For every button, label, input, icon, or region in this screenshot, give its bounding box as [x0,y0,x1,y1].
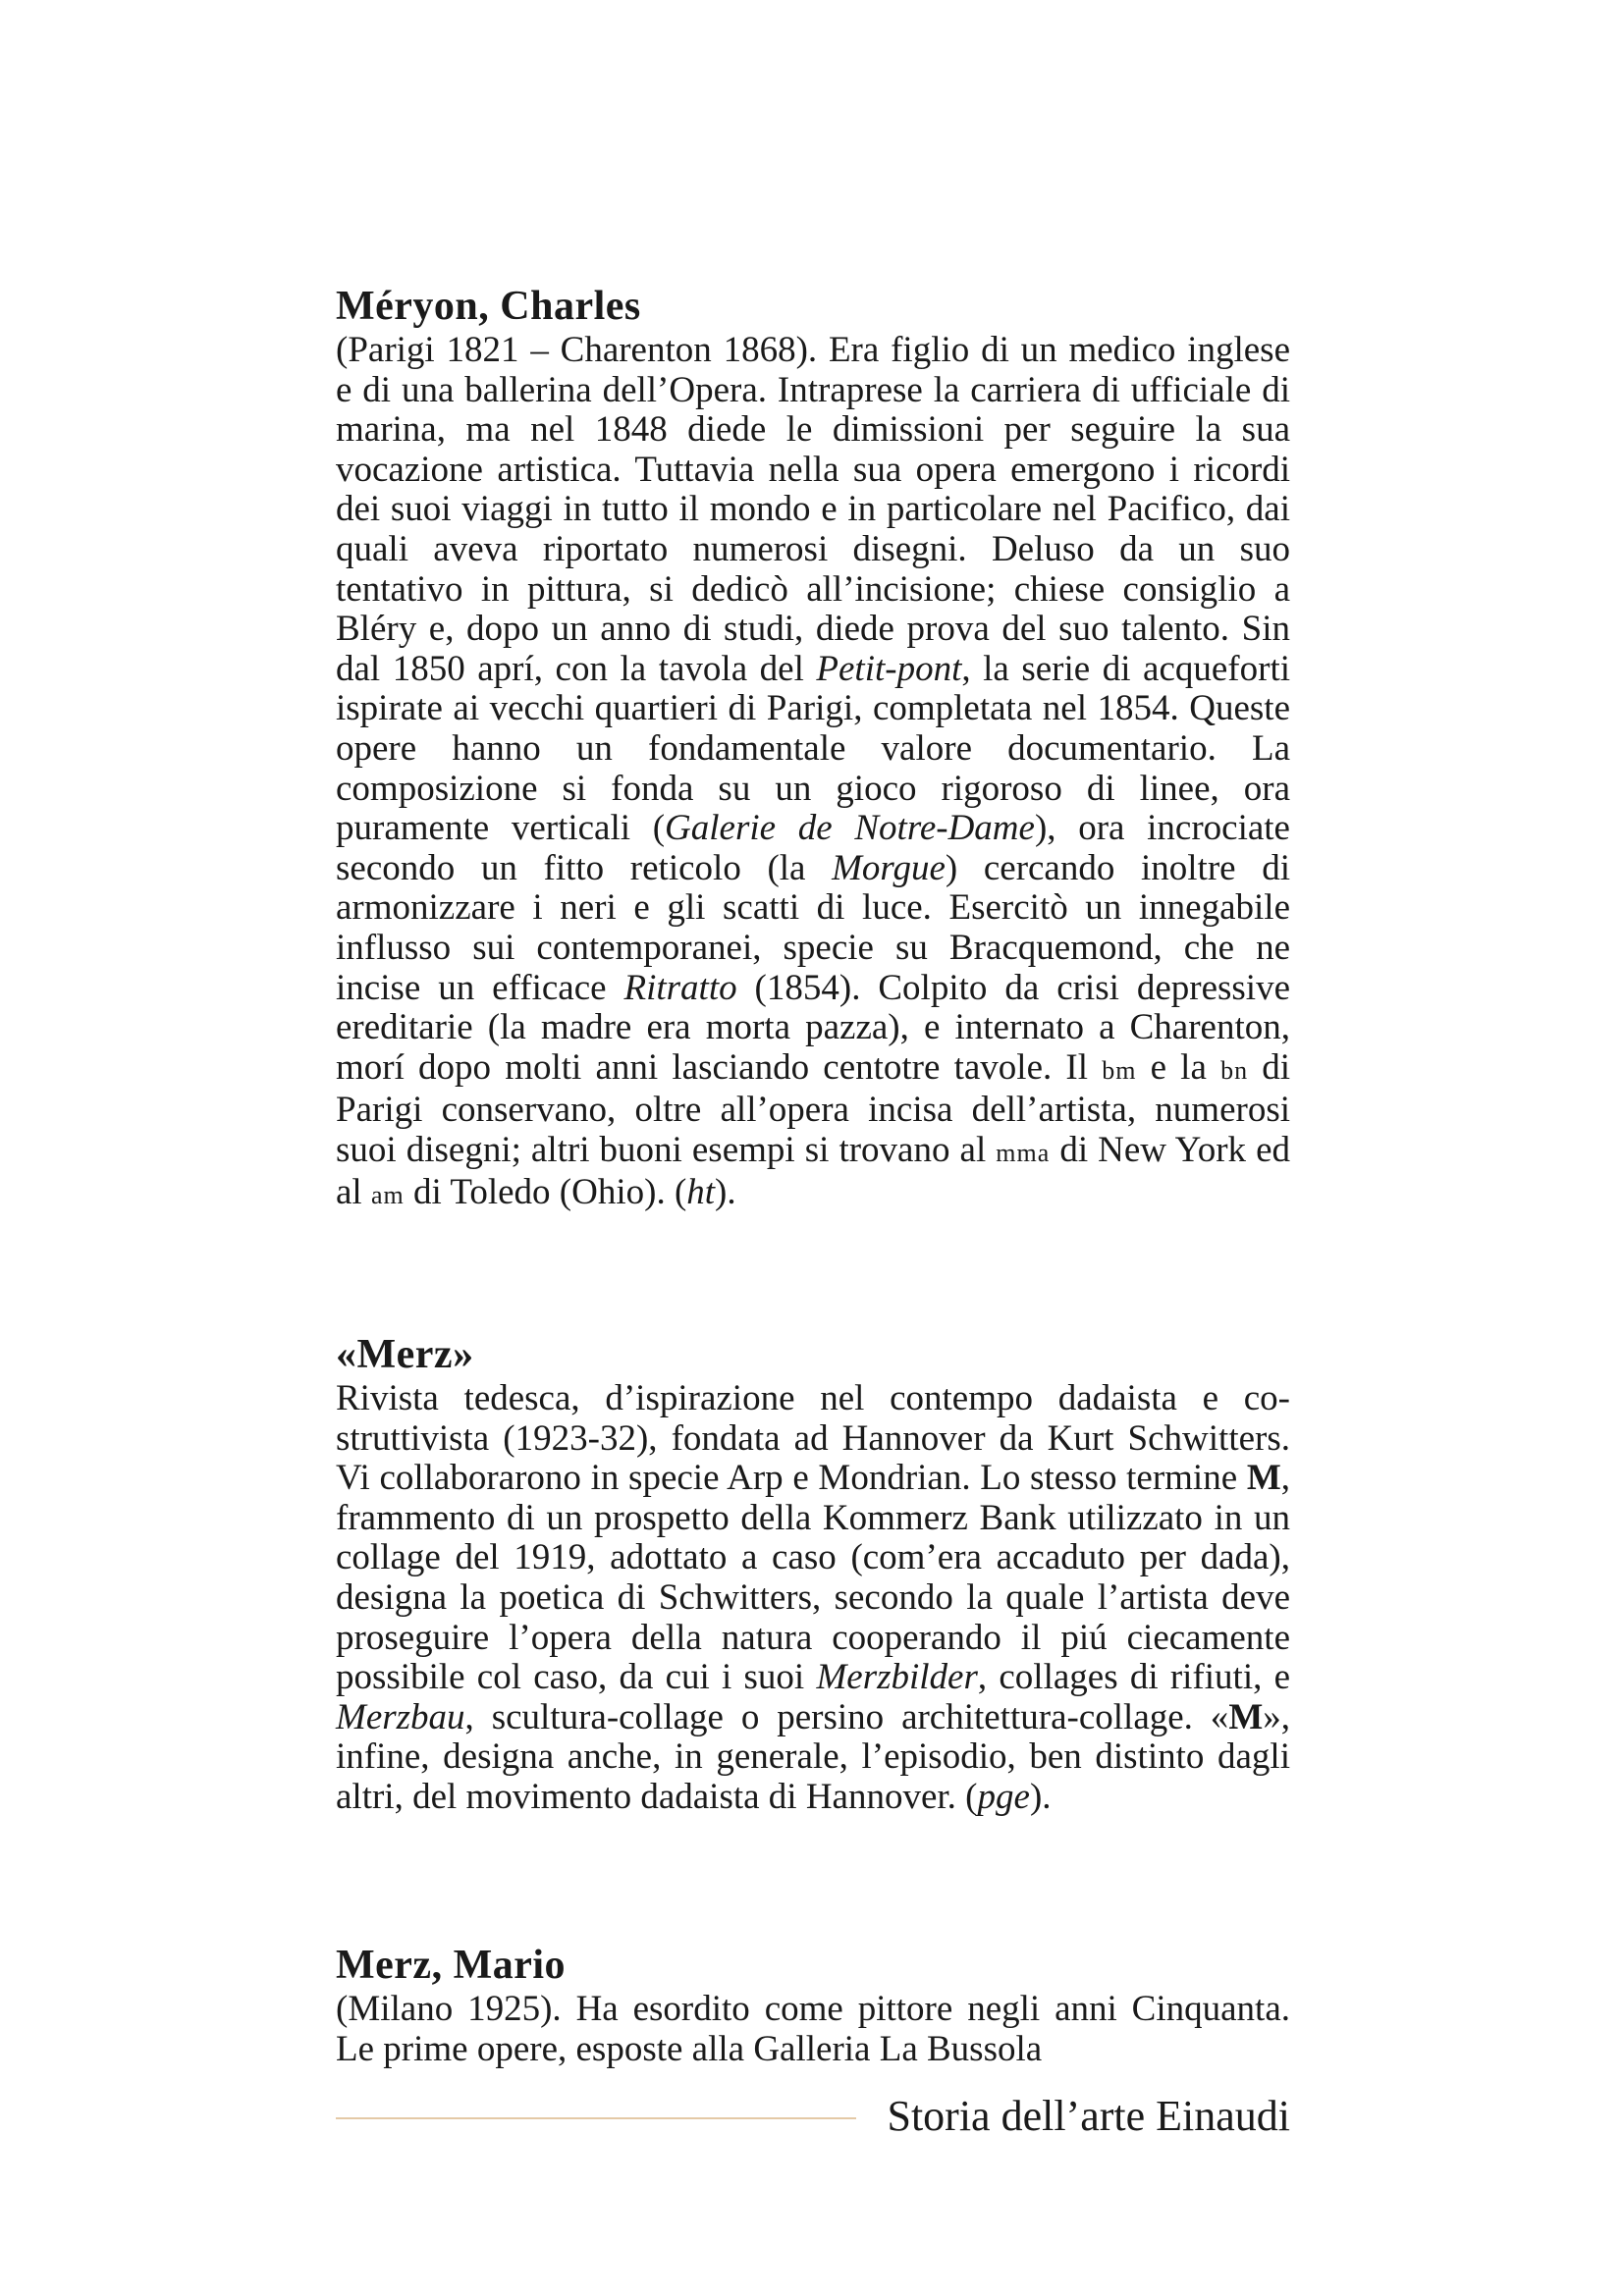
italic-title: Morgue [832,847,946,888]
entry-body: (Parigi 1821 – Charenton 1868). Era figlio di un medico inglese e di una ballerina dell’Opera. Intraprese la carriera di ufficiale di marina, ma nel 1848 diede le dimissioni per seguire la sua vocazione artistica. Tuttavia nella sua opera emergono i ricordi dei suoi viaggi in tutto il mondo e in particolare nel Pacifico, dai quali aveva riportato numerosi disegni. Deluso da un suo tentativo in pittura, si dedicò all’incisione; chiese consiglio a Bléry e, dopo un anno di studi, diede prova del suo talento. Sin dal 1850 aprí, con la tavola del Petit-pont, la serie di acqueforti ispirate ai vecchi quartieri di Parigi, completata nel 1854. Queste opere hanno un fondamentale valore documentario. La composizione si fonda su un gioco rigoroso di linee, ora puramente verticali (Galerie de Notre-Dame), ora incrociate secondo un fitto reticolo (la Morgue) cercando inoltre di armonizzare i neri e gli scatti di luce. Esercitò un innegabile influsso sui contemporanei, specie su Bracquemond, che ne incise un efficace Ritratto (1854). Colpito da crisi depressive ereditarie (la madre era morta pazza), e internato a Charenton, morí dopo molti anni lasciando centotre tavole. Il bm e la bn di Parigi conservano, oltre all’opera incisa dell’artista, numerosi suoi disegni; altri buoni esempi si trovano al mma di New York ed al am di Toledo (Ohio). (ht). [336,330,1291,1213]
italic-title: Ritratto [623,967,737,1008]
entry-heading: Merz, Mario [336,1943,567,1988]
entry-heading: Méryon, Charles [336,284,641,329]
italic-title: ht [686,1172,716,1213]
italic-title: Petit-pont [816,648,962,689]
small-caps-abbr: bm [1102,1055,1137,1085]
entry-body: Rivista tedesca, d’ispirazione nel contempo dadaista e costruttivista (1923-32), fondata ad Hannover da Kurt Schwitters. Vi collaborarono in specie Arp e Mondrian. Lo stesso termine M, frammento di un prospetto della Kommerz Bank utilizzato in un collage del 1919, adottato a caso (com’era accaduto per dada), designa la poetica di Schwitters, secondo la quale l’artista deve proseguire l’opera della natura cooperando il piú ciecamente possibile col caso, da cui i suoi Merzbilder, collages di rifiuti, e Merzbau, scultura-collage o persino architettura-collage. «M», infine, designa anche, in generale, l’episodio, ben distinto dagli altri, del movimento dadaista di Hannover. (pge). [336,1378,1290,1817]
italic-title: Merzbilder [816,1657,978,1698]
entry-body: (Milano 1925). Ha esordito come pittore negli anni Cinquanta. Le prime opere, esposte alla Galleria La Bussola [336,1989,1290,2069]
entry-merz-mario [336,1941,1290,2069]
small-caps-abbr: am [370,1181,405,1210]
small-caps-abbr: bn [1220,1055,1249,1085]
entry-heading: «Merz» [336,1332,474,1377]
bold-term: M [1228,1696,1264,1737]
entry-merz-rivista [336,1330,1290,1818]
footer-divider [336,2117,856,2119]
italic-title: Galerie de Notre-Dame [665,808,1035,849]
footer-publisher: Storia dell’arte Einaudi [887,2092,1290,2140]
italic-title: Merzbau [336,1696,465,1737]
small-caps-abbr: mma [996,1138,1051,1167]
bold-term: M [1246,1458,1281,1499]
entry-meryon-charles [336,282,1290,1216]
italic-title: pge [977,1776,1030,1817]
